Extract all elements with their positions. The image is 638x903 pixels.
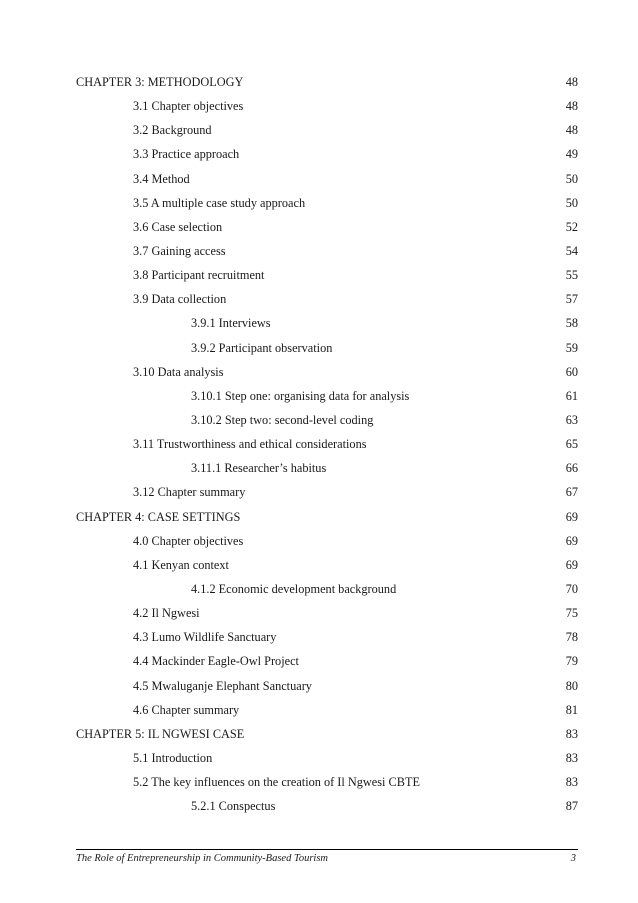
- toc-section-entry: [76, 147, 578, 171]
- toc-chapter-entry: [76, 727, 578, 751]
- toc-entry-page: 81: [565, 702, 578, 717]
- toc-section-entry: [76, 316, 578, 340]
- toc-section-entry: [76, 123, 578, 147]
- toc-entry-title: 3.11.1 Researcher’s habitus: [191, 461, 327, 476]
- toc-section-entry: [76, 172, 578, 196]
- toc-section-entry: [76, 534, 578, 558]
- toc-entry-title: 3.2 Background: [133, 123, 212, 138]
- toc-section-entry: [76, 461, 578, 485]
- toc-section-entry: [76, 630, 578, 654]
- toc-entry-page: 65: [565, 437, 578, 452]
- toc-section-entry: [76, 437, 578, 461]
- toc-chapter-entry: [76, 510, 578, 534]
- toc-entry-page: 49: [565, 147, 578, 162]
- toc-section-entry: [76, 99, 578, 123]
- toc-entry-title: 3.3 Practice approach: [133, 147, 240, 162]
- toc-section-entry: [76, 582, 578, 606]
- toc-entry-title: 3.1 Chapter objectives: [133, 99, 244, 114]
- toc-entry-title: 3.10.2 Step two: second-level coding: [191, 412, 374, 427]
- toc-entry-page: 58: [565, 316, 578, 331]
- toc-entry-page: 83: [565, 750, 578, 765]
- toc-chapter-entry: [76, 75, 578, 99]
- toc-entry-title: 4.1 Kenyan context: [133, 557, 229, 572]
- toc-section-entry: [76, 268, 578, 292]
- toc-entry-title: 5.1 Introduction: [133, 750, 213, 765]
- toc-entry-page: 55: [565, 268, 578, 283]
- toc-entry-title: 3.8 Participant recruitment: [133, 268, 265, 283]
- toc-entry-page: 59: [565, 340, 578, 355]
- toc-entry-page: 79: [565, 654, 578, 669]
- toc-entry-page: 48: [565, 75, 578, 89]
- toc-entry-title: 3.9 Data collection: [133, 292, 227, 307]
- toc-entry-page: 50: [565, 195, 578, 210]
- toc-entry-page: 63: [565, 412, 578, 427]
- toc-entry-page: 61: [565, 388, 578, 403]
- toc-entry-title: 4.1.2 Economic development background: [191, 581, 397, 596]
- toc-section-entry: [76, 196, 578, 220]
- toc-section-entry: [76, 654, 578, 678]
- toc-entry-page: 83: [565, 726, 578, 741]
- toc-section-entry: [76, 389, 578, 413]
- toc-entry-page: 60: [565, 364, 578, 379]
- toc-entry-title: 4.2 Il Ngwesi: [133, 606, 200, 621]
- toc-entry-title: 4.5 Mwaluganje Elephant Sanctuary: [133, 678, 312, 693]
- toc-entry-page: 67: [565, 485, 578, 500]
- toc-section-entry: [76, 292, 578, 316]
- toc-section-entry: [76, 365, 578, 389]
- toc-entry-title: 4.0 Chapter objectives: [133, 533, 244, 548]
- toc-entry-title: 3.7 Gaining access: [133, 243, 226, 258]
- toc-entry-page: 48: [565, 123, 578, 138]
- toc-entry-page: 48: [565, 99, 578, 114]
- toc-entry-title: 3.12 Chapter summary: [133, 485, 246, 500]
- toc-entry-page: 80: [565, 678, 578, 693]
- toc-entry-title: 4.4 Mackinder Eagle-Owl Project: [133, 654, 299, 669]
- page-footer: [76, 849, 578, 864]
- toc-section-entry: [76, 679, 578, 703]
- toc-entry-title: 3.9.2 Participant observation: [191, 340, 333, 355]
- toc-entry-title: 4.3 Lumo Wildlife Sanctuary: [133, 630, 277, 645]
- table-of-contents: [76, 75, 578, 823]
- toc-section-entry: [76, 703, 578, 727]
- toc-entry-page: 83: [565, 775, 578, 790]
- toc-entry-title: 5.2 The key influences on the creation of Il Ngwesi CBTE: [133, 775, 420, 790]
- toc-entry-title: CHAPTER 3: METHODOLOGY: [76, 75, 244, 89]
- toc-entry-page: 70: [565, 581, 578, 596]
- toc-entry-page: 78: [565, 630, 578, 645]
- toc-entry-title: 3.9.1 Interviews: [191, 316, 271, 331]
- toc-entry-page: 69: [565, 557, 578, 572]
- toc-entry-title: CHAPTER 4: CASE SETTINGS: [76, 509, 241, 524]
- toc-section-entry: [76, 244, 578, 268]
- toc-section-entry: [76, 799, 578, 823]
- toc-entry-page: 50: [565, 171, 578, 186]
- toc-entry-title: 3.4 Method: [133, 171, 190, 186]
- toc-section-entry: [76, 220, 578, 244]
- toc-entry-page: 66: [565, 461, 578, 476]
- toc-entry-page: 75: [565, 606, 578, 621]
- toc-entry-title: 3.11 Trustworthiness and ethical considerations: [133, 437, 367, 452]
- toc-section-entry: [76, 485, 578, 509]
- footer-page-number: 3: [570, 853, 576, 864]
- toc-entry-page: 69: [565, 533, 578, 548]
- toc-entry-title: 3.10 Data analysis: [133, 364, 224, 379]
- toc-section-entry: [76, 341, 578, 365]
- toc-section-entry: [76, 751, 578, 775]
- toc-entry-page: 52: [565, 219, 578, 234]
- toc-entry-title: 4.6 Chapter summary: [133, 702, 240, 717]
- toc-section-entry: [76, 775, 578, 799]
- footer-title: The Role of Entrepreneurship in Community-Based Tourism: [76, 853, 328, 864]
- toc-entry-title: 5.2.1 Conspectus: [191, 799, 276, 814]
- toc-section-entry: [76, 413, 578, 437]
- toc-entry-page: 54: [565, 243, 578, 258]
- toc-entry-title: 3.5 A multiple case study approach: [133, 195, 306, 210]
- toc-entry-page: 69: [565, 509, 578, 524]
- toc-section-entry: [76, 606, 578, 630]
- toc-entry-title: 3.10.1 Step one: organising data for analysis: [191, 388, 410, 403]
- toc-entry-title: 3.6 Case selection: [133, 219, 223, 234]
- toc-entry-page: 87: [565, 799, 578, 814]
- toc-section-entry: [76, 558, 578, 582]
- toc-entry-title: CHAPTER 5: IL NGWESI CASE: [76, 726, 245, 741]
- toc-entry-page: 57: [565, 292, 578, 307]
